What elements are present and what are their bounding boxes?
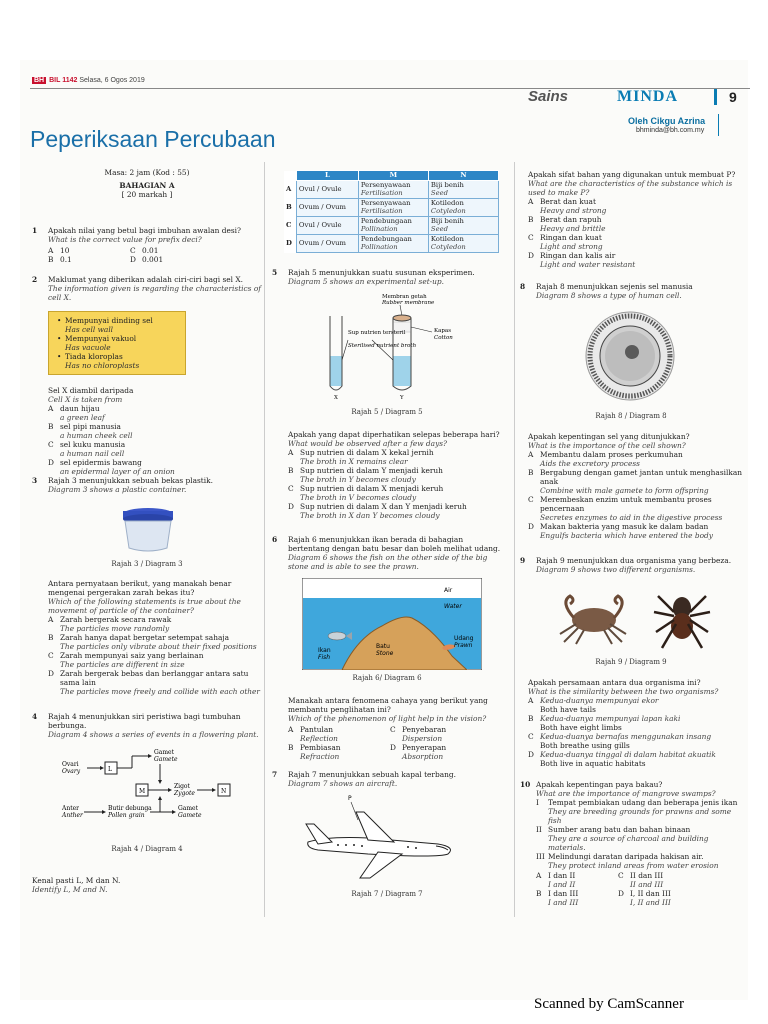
statement-en: They protect inland areas from water erosion — [548, 861, 719, 870]
option-en: I, II and III — [630, 898, 671, 907]
cell-l: Ovum / Ovum — [296, 235, 358, 253]
option-ms: Kedua-duanya tinggal di dalam habitat akuatik — [540, 750, 716, 759]
page-title: Peperiksaan Percubaan — [30, 126, 276, 152]
option-c: C sel kuku manusia a human nail cell — [48, 440, 262, 458]
column-name: MINDA — [617, 88, 678, 105]
exam-marks: [ 20 markah ] — [121, 190, 173, 199]
option-ms: Ringan dan kuat — [540, 233, 602, 242]
stem-en: What is the importance of the cell shown? — [528, 441, 686, 450]
option-ms: Penyerapan — [402, 743, 447, 752]
cell-m-ms: Persenyawaan — [360, 181, 411, 189]
bh-logo: BH — [34, 77, 45, 84]
option-en: a human cheek cell — [60, 431, 133, 440]
flowering-plant-diagram — [32, 744, 262, 824]
option-c: C Sup nutrien di dalam X menjadi keruh The broth in V becomes cloudy — [288, 484, 502, 502]
issue-date: Selasa, 6 Ogos 2019 — [79, 77, 145, 84]
label-cotton: Cotton — [434, 335, 453, 341]
cell-n-en: Cotyledon — [430, 242, 466, 251]
option-c: C Zarah mempunyai saiz yang berlainan The particles are different in size — [48, 651, 262, 669]
option-ms: Penyebaran — [402, 725, 447, 734]
statement-i: I Tempat pembiakan udang dan beberapa jenis ikan They are breeding grounds for prawns and some fish — [536, 798, 742, 825]
question-text-ms: Rajah 7 menunjukkan sebuah kapal terbang. — [288, 770, 456, 779]
option-en: The particles only vibrate about their fixed positions — [60, 642, 257, 651]
question-text-en: Diagram 3 shows a plastic container. — [48, 485, 187, 494]
option-ms: sel epidermis bawang — [60, 458, 142, 467]
question-4-end — [32, 876, 262, 894]
label-stone: Stone — [376, 650, 394, 657]
option-c: C Ringan dan kuat Light and strong — [528, 233, 742, 251]
option-b — [300, 743, 390, 761]
label-gamete: Gamete — [154, 756, 178, 763]
label-udara: Air — [444, 587, 453, 594]
option-en: The broth in X remains clear — [300, 457, 408, 466]
figure-caption: Rajah 9 / Diagram 9 — [595, 658, 667, 666]
option-ms: Sup nutrien di dalam X kekal jernih — [300, 448, 434, 457]
option-en: The particles move randomly — [60, 624, 170, 633]
box-item-en: Has no chloroplasts — [65, 361, 140, 370]
option-en: I and II — [548, 880, 576, 889]
option-d: 0.001 — [142, 255, 164, 264]
question-text-en: Diagram 8 shows a type of human cell. — [536, 291, 682, 300]
label-pollen: Pollen grain — [108, 812, 145, 819]
question-number: 9 — [520, 556, 526, 565]
column-divider-1 — [264, 162, 265, 917]
option-d: D Kedua-duanya tinggal di dalam habitat akuatik Both live in aquatic habitats — [528, 750, 742, 768]
label-y: Y — [400, 395, 404, 401]
question-text-ms: Rajah 5 menunjukkan suatu susunan eksperimen. — [288, 268, 475, 277]
question-number: 3 — [32, 476, 38, 485]
question-text-ms: Rajah 9 menunjukkan dua organisma yang berbeza. — [536, 556, 732, 565]
column-divider — [714, 89, 717, 105]
option-a — [300, 725, 390, 743]
author-rule — [718, 114, 719, 136]
statement-ms: Sumber arang batu dan bahan binaan — [548, 825, 691, 834]
option-en: a human nail cell — [60, 449, 125, 458]
label-rubber: Rubber membrane — [382, 300, 435, 306]
option-ms: I, II dan III — [630, 889, 671, 898]
question-text-ms: Rajah 6 menunjukkan ikan berada di bahagian bertentang dengan batu besar dan boleh melihat udang. — [288, 535, 501, 553]
option-a: A Membantu dalam proses perkumuhan Aids the excretory process — [528, 450, 742, 468]
option-en: I and III — [548, 898, 579, 907]
option-d — [402, 743, 492, 761]
question-number: 2 — [32, 275, 38, 284]
question-8 — [520, 282, 742, 300]
option-ms: Berat dan rapuh — [540, 215, 602, 224]
exam-part: BAHAGIAN A — [119, 181, 175, 190]
box-item-ms: Tiada kloroplas — [65, 352, 123, 361]
option-en: Aids the excretory process — [540, 459, 640, 468]
table-row — [284, 199, 499, 217]
plastic-container-image — [118, 504, 178, 556]
author-email: bhminda@bh.com.my — [636, 127, 705, 134]
end-en: Identify L, M and N. — [32, 885, 108, 894]
option-ms: Sup nutrien di dalam X menjadi keruh — [300, 484, 444, 493]
box-item-ms: Mempunyai vakuol — [65, 334, 137, 343]
option-en: Engulfs bacteria which have entered the body — [540, 531, 713, 540]
header-m: M — [358, 171, 428, 181]
stem-en: What is the similarity between the two organisms? — [528, 687, 719, 696]
exam-info — [32, 168, 262, 199]
label-anther: Anther — [62, 812, 83, 819]
question-text-en: Diagram 6 shows the fish on the other side of the big stone and is able to see the prawn. — [288, 553, 488, 571]
statement-en: They are breeding grounds for prawns and some fish — [548, 807, 732, 825]
option-ms: II dan III — [630, 871, 664, 880]
question-7 — [272, 770, 502, 788]
question-1 — [32, 226, 262, 264]
box-item-en: Has cell wall — [65, 325, 114, 334]
option-c: C Merembeskan enzim untuk membantu proses pencernaan Secretes enzymes to aid in the digestive process — [528, 495, 742, 522]
label-gamet-2: Gamet — [178, 805, 199, 812]
label-zygote: Zygote — [174, 790, 195, 797]
figure-caption: Rajah 7 / Diagram 7 — [351, 890, 423, 898]
cell-n-en: Seed — [430, 224, 448, 233]
option-en: The particles are different in size — [60, 660, 185, 669]
crab-icon — [560, 596, 626, 644]
cell-l: Ovum / Ovum — [296, 199, 358, 217]
option-b: B Bergabung dengan gamet jantan untuk menghasilkan anak Combine with male gamete to form offspring — [528, 468, 742, 495]
option-c: 0.01 — [142, 246, 159, 255]
label-membran: Membran getah — [382, 294, 427, 300]
option-en: Dispersion — [402, 734, 443, 743]
cell-m-en: Fertilisation — [360, 206, 403, 215]
author: Oleh Cikgu Azrina — [628, 116, 706, 126]
stem-en: What are the characteristics of the substance which is used to make P? — [528, 179, 733, 197]
label-x: X — [334, 395, 338, 401]
question-text-en: What is the correct value for prefix deci? — [48, 235, 202, 244]
option-b: B Zarah hanya dapat bergetar setempat sahaja The particles only vibrate about their fixed positions — [48, 633, 262, 651]
option-d: D Ringan dan kalis air Light and water resistant — [528, 251, 742, 269]
page-number: 9 — [729, 89, 737, 105]
question-number: 7 — [272, 770, 278, 779]
statement-en: They are a source of charcoal and building materials. — [548, 834, 709, 852]
figure-caption: Rajah 4 / Diagram 4 — [111, 845, 183, 853]
label-udang: Udang — [454, 635, 474, 642]
label-air: Water — [444, 603, 462, 610]
option-en: Both have eight limbs — [540, 723, 622, 732]
table-row — [284, 181, 499, 199]
question-9 — [520, 556, 742, 574]
option-b: 0.1 — [60, 255, 72, 264]
option-ms: Pembiasan — [300, 743, 341, 752]
cell-n-en: Seed — [430, 188, 448, 197]
label-ikan: Ikan — [318, 647, 331, 654]
stem-ms: Manakah antara fenomena cahaya yang berikut yang membantu penglihatan ini? — [288, 696, 488, 714]
figure-caption: Rajah 5 / Diagram 5 — [351, 408, 423, 416]
stem-en: Cell X is taken from — [48, 395, 123, 404]
box-item-en: Has vacuole — [65, 343, 111, 352]
question-2 — [32, 275, 262, 476]
option-en: Heavy and strong — [540, 206, 607, 215]
characteristics-box: • Mempunyai dinding sel Has cell wall • Mempunyai vakuol Has vacuole • Tiada kloroplas Has no chloroplasts — [48, 311, 186, 375]
option-en: an epidermal layer of an onion — [60, 467, 175, 476]
option-ms: Zarah mempunyai saiz yang berlainan — [60, 651, 204, 660]
spider-icon — [654, 596, 710, 648]
stem-en: Which of the following statements is true about the movement of particle of the container? — [48, 597, 241, 615]
option-c: C Kedua-duanya bernafas menggunakan insang Both breathe using gills — [528, 732, 742, 750]
figure-caption: Rajah 3 / Diagram 3 — [111, 560, 183, 568]
question-text-ms: Rajah 4 menunjukkan siri peristiwa bagi tumbuhan berbunga. — [48, 712, 241, 730]
option-a: A Berat dan kuat Heavy and strong — [528, 197, 742, 215]
question-number: 4 — [32, 712, 38, 721]
option-ms: Kedua-duanya mempunyai ekor — [540, 696, 659, 705]
option-d: D Zarah bergerak bebas dan berlanggar antara satu sama lain The particles move freely and collide with each other — [48, 669, 262, 696]
option-ms: Kedua-duanya bernafas menggunakan insang — [540, 732, 712, 741]
question-number: 10 — [520, 780, 531, 789]
statement-ms: Melindungi daratan daripada hakisan air. — [548, 852, 704, 861]
option-b: B sel pipi manusia a human cheek cell — [48, 422, 262, 440]
experiment-diagram — [272, 292, 502, 402]
option-d: D Sup nutrien di dalam X dan Y menjadi keruh The broth in X dan Y becomes cloudy — [288, 502, 502, 520]
stem-ms: Apakah yang dapat diperhatikan selepas beberapa hari? — [288, 430, 500, 439]
label-kapas: Kapas — [434, 328, 452, 334]
option-a: A Zarah bergerak secara rawak The particles move randomly — [48, 615, 262, 633]
stem-ms: Apakah persamaan antara dua organisma ini? — [528, 678, 701, 687]
label-batu: Batu — [376, 643, 390, 650]
cell-n-ms: Biji benih — [430, 217, 464, 225]
option-en: Light and strong — [540, 242, 603, 251]
option-a: 10 — [60, 246, 70, 255]
question-number: 1 — [32, 226, 38, 235]
label-m: M — [139, 788, 146, 795]
option-a — [548, 871, 618, 889]
option-en: The broth in V becomes cloudy — [300, 493, 417, 502]
question-text-en: Diagram 4 shows a series of events in a flowering plant. — [48, 730, 259, 739]
option-ms: Zarah hanya dapat bergetar setempat sahaja — [60, 633, 230, 642]
option-en: The broth in X dan Y becomes cloudy — [300, 511, 440, 520]
issue-number: BIL 1142 — [49, 77, 78, 84]
question-text-ms: Apakah nilai yang betul bagi imbuhan awalan desi? — [48, 226, 242, 235]
statement-iii: III Melindungi daratan daripada hakisan air. They protect inland areas from water erosion — [536, 852, 742, 870]
cell-m-en: Pollination — [360, 224, 398, 233]
option-ms: Kedua-duanya mempunyai lapan kaki — [540, 714, 681, 723]
label-l: L — [108, 766, 112, 773]
question-7-options — [520, 170, 742, 269]
option-ms: Bergabung dengan gamet jantan untuk menghasilkan anak — [540, 468, 742, 486]
option-en: Light and water resistant — [540, 260, 636, 269]
label-zigot: Zigot — [174, 783, 190, 790]
section-name: Sains — [528, 88, 569, 105]
option-en: Secretes enzymes to aid in the digestive process — [540, 513, 723, 522]
option-en: Heavy and brittle — [540, 224, 606, 233]
box-item-ms: Mempunyai dinding sel — [65, 316, 153, 325]
option-a: A daun hijau a green leaf — [48, 404, 262, 422]
question-8-options — [520, 432, 742, 540]
cell-n-en: Cotyledon — [430, 206, 466, 215]
label-p: P — [348, 795, 352, 802]
option-en: Both breathe using gills — [540, 741, 630, 750]
option-ms: Pantulan — [300, 725, 334, 734]
scanner-watermark: Scanned by CamScanner — [534, 996, 684, 1012]
option-ms: I dan II — [548, 871, 576, 880]
question-6 — [272, 535, 502, 571]
fish-stone-diagram — [302, 578, 482, 670]
question-text-en: Diagram 9 shows two different organisms. — [536, 565, 696, 574]
label-sup: Sup nutrien tersteril — [348, 330, 406, 336]
question-text-ms: Rajah 8 menunjukkan sejenis sel manusia — [536, 282, 693, 291]
cell-n-ms: Biji benih — [430, 181, 464, 189]
stem-en: What would be observed after a few days? — [288, 439, 447, 448]
option-en: The particles move freely and collide with each other — [60, 687, 260, 696]
question-5 — [272, 268, 502, 286]
question-text-en: Diagram 5 shows an experimental set-up. — [288, 277, 445, 286]
aircraft-diagram — [298, 792, 468, 882]
cell-l: Ovul / Ovule — [296, 217, 358, 235]
cell-m-ms: Persenyawaan — [360, 199, 411, 207]
option-b — [548, 889, 618, 907]
option-d — [630, 889, 700, 907]
cell-m-ms: Pendebungaan — [360, 217, 412, 225]
option-ms: sel pipi manusia — [60, 422, 121, 431]
question-text-ms: Rajah 3 menunjukkan sebuah bekas plastik. — [48, 476, 213, 485]
label-gamete-2: Gamete — [178, 812, 202, 819]
question-text-ms: Apakah kepentingan paya bakau? — [536, 780, 663, 789]
option-en: II and III — [630, 880, 664, 889]
option-en: Both live in aquatic habitats — [540, 759, 646, 768]
question-6-options — [272, 696, 502, 761]
option-a: A Kedua-duanya mempunyai ekor Both have tails — [528, 696, 742, 714]
cell-n-ms: Kotiledon — [430, 199, 464, 207]
row-option: A — [284, 181, 296, 199]
masthead — [32, 77, 145, 84]
row-option: B — [284, 199, 296, 217]
human-cell-image — [580, 308, 680, 404]
cell-m-ms: Pendebungaan — [360, 235, 412, 243]
question-number: 5 — [272, 268, 278, 277]
option-b: B Berat dan rapuh Heavy and brittle — [528, 215, 742, 233]
label-prawn: Prawn — [454, 642, 473, 649]
question-number: 8 — [520, 282, 526, 291]
statement-ms: Tempat pembiakan udang dan beberapa jenis ikan — [548, 798, 738, 807]
header-l: L — [296, 171, 358, 181]
row-option: D — [284, 235, 296, 253]
table-row — [284, 217, 499, 235]
option-en: The broth in Y becomes cloudy — [300, 475, 416, 484]
label-n: N — [221, 788, 227, 795]
cell-m-en: Pollination — [360, 242, 398, 251]
question-3 — [32, 476, 262, 696]
label-butir: Butir debunga — [108, 805, 152, 812]
option-en: Combine with male gamete to form offspring — [540, 486, 709, 495]
option-d: D Makan bakteria yang masuk ke dalam badan Engulfs bacteria which have entered the body — [528, 522, 742, 540]
option-en: Both have tails — [540, 705, 596, 714]
option-d: D sel epidermis bawang an epidermal layer of an onion — [48, 458, 262, 476]
label-sterile: Sterilised nutrient broth — [348, 343, 417, 349]
option-b: B Sup nutrien di dalam Y menjadi keruh The broth in Y becomes cloudy — [288, 466, 502, 484]
statement-ii: II Sumber arang batu dan bahan binaan They are a source of charcoal and building materials. — [536, 825, 742, 852]
table-row — [284, 235, 499, 253]
label-anter: Anter — [62, 805, 80, 812]
column-divider-2 — [514, 162, 515, 917]
question-5-options — [272, 430, 502, 520]
exam-time: Masa: 2 jam (Kod : 55) — [104, 168, 190, 177]
label-gamet: Gamet — [154, 749, 175, 756]
option-ms: Ringan dan kalis air — [540, 251, 616, 260]
figure-caption: Rajah 6/ Diagram 6 — [352, 674, 422, 682]
option-ms: Sup nutrien di dalam X dan Y menjadi keruh — [300, 502, 467, 511]
option-ms: Zarah bergerak secara rawak — [60, 615, 172, 624]
label-ovary: Ovary — [62, 768, 81, 775]
cell-n-ms: Kotiledon — [430, 235, 464, 243]
option-ms: Merembeskan enzim untuk membantu proses pencernaan — [540, 495, 712, 513]
stem-ms: Sel X diambil daripada — [48, 386, 134, 395]
question-text-en: What are the importance of mangrove swamps? — [536, 789, 716, 798]
option-b: B Kedua-duanya mempunyai lapan kaki Both have eight limbs — [528, 714, 742, 732]
row-option: C — [284, 217, 296, 235]
option-a: A Sup nutrien di dalam X kekal jernih The broth in X remains clear — [288, 448, 502, 466]
label-fish: Fish — [318, 654, 331, 661]
question-text-en: Diagram 7 shows an aircraft. — [288, 779, 398, 788]
option-en: Refraction — [300, 752, 340, 761]
option-ms: sel kuku manusia — [60, 440, 126, 449]
option-ms: Membantu dalam proses perkumuhan — [540, 450, 683, 459]
option-en: Absorption — [402, 752, 444, 761]
stem-ms: Apakah kepentingan sel yang ditunjukkan? — [528, 432, 690, 441]
question-10 — [520, 780, 742, 907]
options: A I dan II I and II C II dan III II and III B I dan III I and III D I, II dan III I, II and III — [536, 871, 742, 907]
option-ms: daun hijau — [60, 404, 100, 413]
question-number: 6 — [272, 535, 278, 544]
option-ms: Zarah bergerak bebas dan berlanggar antara satu sama lain — [60, 669, 249, 687]
option-ms: Makan bakteria yang masuk ke dalam badan — [540, 522, 709, 531]
answer-table — [284, 170, 499, 253]
question-text-ms: Maklumat yang diberikan adalah ciri-ciri bagi sel X. — [48, 275, 243, 284]
cell-l: Ovul / Ovule — [296, 181, 358, 199]
label-ovari: Ovari — [62, 761, 79, 768]
option-en: a green leaf — [60, 413, 105, 422]
option-ms: Sup nutrien di dalam Y menjadi keruh — [300, 466, 443, 475]
header-n: N — [428, 171, 498, 181]
stem-en: Which of the phenomenon of light help in the vision? — [288, 714, 487, 723]
question-4 — [32, 712, 262, 739]
crab-spider-image — [534, 584, 734, 654]
question-text-en: The information given is regarding the characteristics of cell X. — [48, 284, 262, 302]
end-ms: Kenal pasti L, M dan N. — [32, 876, 121, 885]
cell-m-en: Fertilisation — [360, 188, 403, 197]
stem-ms: Apakah sifat bahan yang digunakan untuk membuat P? — [528, 170, 736, 179]
option-c — [402, 725, 492, 743]
option-ms: I dan III — [548, 889, 579, 898]
option-en: Reflection — [300, 734, 338, 743]
stem-ms: Antara pernyataan berikut, yang manakah benar mengenai pergerakan zarah bekas itu? — [48, 579, 232, 597]
options: A Pantulan Reflection C Penyebaran Dispersion B Pembiasan Refraction D Penyerapan Absorption — [288, 725, 502, 761]
question-9-options — [520, 678, 742, 768]
option-ms: Berat dan kuat — [540, 197, 596, 206]
option-c — [630, 871, 700, 889]
figure-caption: Rajah 8 / Diagram 8 — [595, 412, 667, 420]
options: A 10 C 0.01 B 0.1 D 0.001 — [48, 246, 262, 264]
